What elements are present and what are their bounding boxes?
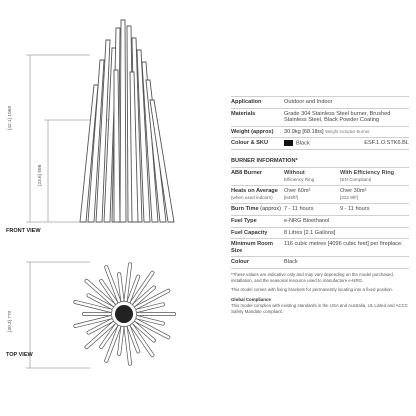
top-view-stick-fill — [119, 274, 122, 300]
front-view-label: FRONT VIEW — [6, 228, 41, 234]
burner-row-colour: Colour Black — [231, 257, 409, 269]
footnotes: *These values are indicative only and may vary depending on the model purchased, installation, and the seasonal resource used to manufacture e-NRG. This model comes with fixing brackets for permanently locating into a fixed position. Global Compliance This model complies with existing standards in the USA and Australia, UL Listed and ACCC Safety Mandate compliant. — [231, 271, 409, 314]
burner-info-heading: BURNER INFORMATION* — [231, 158, 409, 168]
black-swatch — [284, 140, 293, 146]
burner-row-burn-time: Burn Time (approx) 7 - 11 hours 9 - 11 hours — [231, 204, 409, 216]
burner-header-row: AB8 Burner Without Efficiency Ring With Efficiency Ring (EN Compliant) — [231, 168, 409, 186]
burner-row-fuel-type: Fuel Type e-NRG Bioethanol — [231, 216, 409, 228]
spec-row-application: Application Outdoor and Indoor — [231, 96, 409, 109]
front-height-dimension: [42.1] 1069 — [8, 105, 13, 130]
top-view-stick-fill — [119, 328, 122, 354]
top-width-dimension: [30.3] 770 — [8, 310, 13, 332]
burner-row-fuel-capacity: Fuel Capacity 8 Litres [2.1 Gallons] — [231, 228, 409, 240]
spec-row-materials: Materials Grade 304 Stainless Steel burner, Brushed Stainless Steel, Black Powder Coating — [231, 109, 409, 127]
burner-row-min-room: Minimum Room Size 116 cubic metres [4096 cubic feet] per fireplace. — [231, 239, 409, 257]
front-inner-dimension: [23.6] 598 — [38, 164, 43, 186]
spec-sheet — [231, 96, 409, 319]
burner-row-heats: Heats on Average (when used indoors) Over 60m² [645ft²] Over 30m² [322.9ft²] — [231, 186, 409, 204]
spec-row-colour-sku: Colour & SKU Black ESF.1.O.STK6.BL — [231, 138, 409, 150]
spec-row-weight: Weight (approx) 30.9kg [68.1lbs] Weight includes Burner. — [231, 127, 409, 139]
sku: ESF.1.O.STK6.BL — [364, 140, 409, 147]
top-view-label: TOP VIEW — [6, 352, 33, 358]
